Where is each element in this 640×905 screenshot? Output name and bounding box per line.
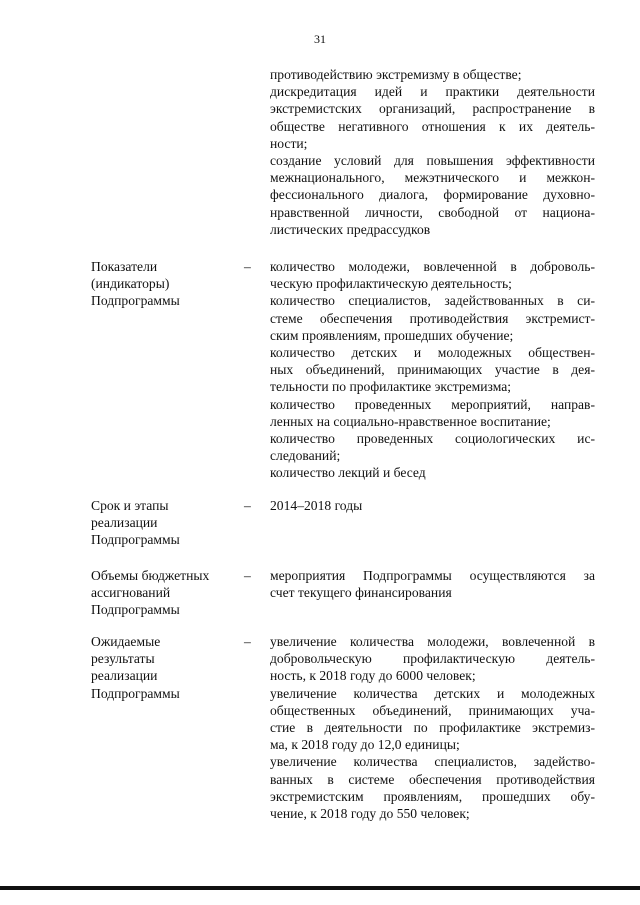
row-value-line: экстремистским проявлениям, прошедших обу- — [270, 788, 595, 804]
intro-line: дискредитация идей и практики деятельности — [270, 84, 595, 100]
row-label-line: ассигнований — [91, 585, 171, 601]
intro-line: экстремистских организаций, распространение в — [270, 101, 595, 117]
row-value-line: количество детских и молодежных обществен- — [270, 345, 595, 361]
bottom-rule — [0, 886, 640, 890]
intro-line: межнационального, межэтнического и межкон- — [270, 170, 595, 186]
row-value-line: 2014–2018 годы — [270, 498, 363, 513]
row-value-line: ность, к 2018 году до 6000 человек; — [270, 668, 476, 684]
row-label-line: Срок и этапы — [91, 498, 169, 513]
row-label-line: Подпрограммы — [91, 293, 180, 309]
row-dash: – — [244, 259, 251, 274]
row-value — [270, 567, 595, 601]
intro-line: обществе негативного отношения к их деятель- — [270, 118, 595, 134]
row-label-line: Ожидаемые — [91, 634, 161, 649]
row-value-line: ческую профилактическую деятельность; — [270, 276, 512, 292]
row-value-line: увеличение количества специалистов, задейство- — [270, 754, 595, 770]
intro-line: ности; — [270, 135, 308, 151]
row-value-line: ванных в системе обеспечения противодействия — [270, 771, 595, 787]
row-value-line: количество специалистов, задействованных в си- — [270, 293, 595, 309]
row-label-line: Подпрограммы — [91, 602, 180, 618]
row-label — [91, 258, 241, 310]
intro-line: создание условий для повышения эффективности — [270, 153, 595, 169]
row-dash: – — [244, 634, 251, 649]
row-value-line: мероприятия Подпрограммы осуществляются за — [270, 568, 595, 583]
row-value-line: количество проведенных социологических ис- — [270, 431, 595, 447]
row-value-line: ма, к 2018 году до 12,0 единицы; — [270, 737, 460, 753]
row-label-line: (индикаторы) — [91, 276, 170, 292]
row-label-line: Подпрограммы — [91, 532, 180, 548]
row-label-line: реализации — [91, 668, 158, 684]
row-label-line: реализации — [91, 515, 158, 531]
row-value — [270, 633, 595, 822]
row-value-line: счет текущего финансирования — [270, 585, 452, 601]
row-value-line: общественных объединений, принимающих уча- — [270, 702, 595, 718]
intro-line: противодействию экстремизму в обществе; — [270, 67, 522, 82]
page-number: 31 — [314, 32, 326, 46]
row-label-line: Подпрограммы — [91, 685, 180, 701]
intro-line: нравственной личности, свободной от национа- — [270, 204, 595, 220]
row-value-line: стие в деятельности по профилактике экстремиз- — [270, 720, 595, 736]
row-value-line: количество лекций и бесед — [270, 465, 426, 481]
row-label — [91, 497, 241, 549]
row-label-line: Объемы бюджетных — [91, 568, 210, 583]
intro-line: фессионального диалога, формирование духовно- — [270, 187, 595, 203]
row-dash: – — [244, 568, 251, 583]
row-value — [270, 497, 595, 514]
row-value-line: увеличение количества детских и молодежных — [270, 685, 595, 701]
row-label — [91, 567, 241, 619]
intro-continuation — [270, 66, 595, 238]
row-dash: – — [244, 498, 251, 513]
row-label-line: Показатели — [91, 259, 158, 274]
row-value-line: увеличение количества молодежи, вовлеченной в — [270, 634, 595, 649]
row-value-line: тельности по профилактике экстремизма; — [270, 379, 512, 395]
row-label-line: результаты — [91, 651, 155, 667]
row-value-line: следований; — [270, 448, 341, 464]
row-value-line: чение, к 2018 году до 550 человек; — [270, 806, 470, 822]
row-value-line: ленных на социально-нравственное воспитание; — [270, 413, 551, 429]
row-value-line: количество проведенных мероприятий, направ- — [270, 396, 595, 412]
row-value-line: ским проявлениям, прошедших обучение; — [270, 327, 514, 343]
row-value-line: количество молодежи, вовлеченной в доброволь- — [270, 259, 595, 274]
row-value-line: добровольческую профилактическую деятель- — [270, 651, 595, 667]
row-value-line: стеме обеспечения противодействия экстремист- — [270, 310, 595, 326]
intro-line: листических предрассудков — [270, 221, 431, 237]
row-value — [270, 258, 595, 482]
row-label — [91, 633, 241, 702]
row-value-line: ных объединений, принимающих участие в дея- — [270, 362, 595, 378]
